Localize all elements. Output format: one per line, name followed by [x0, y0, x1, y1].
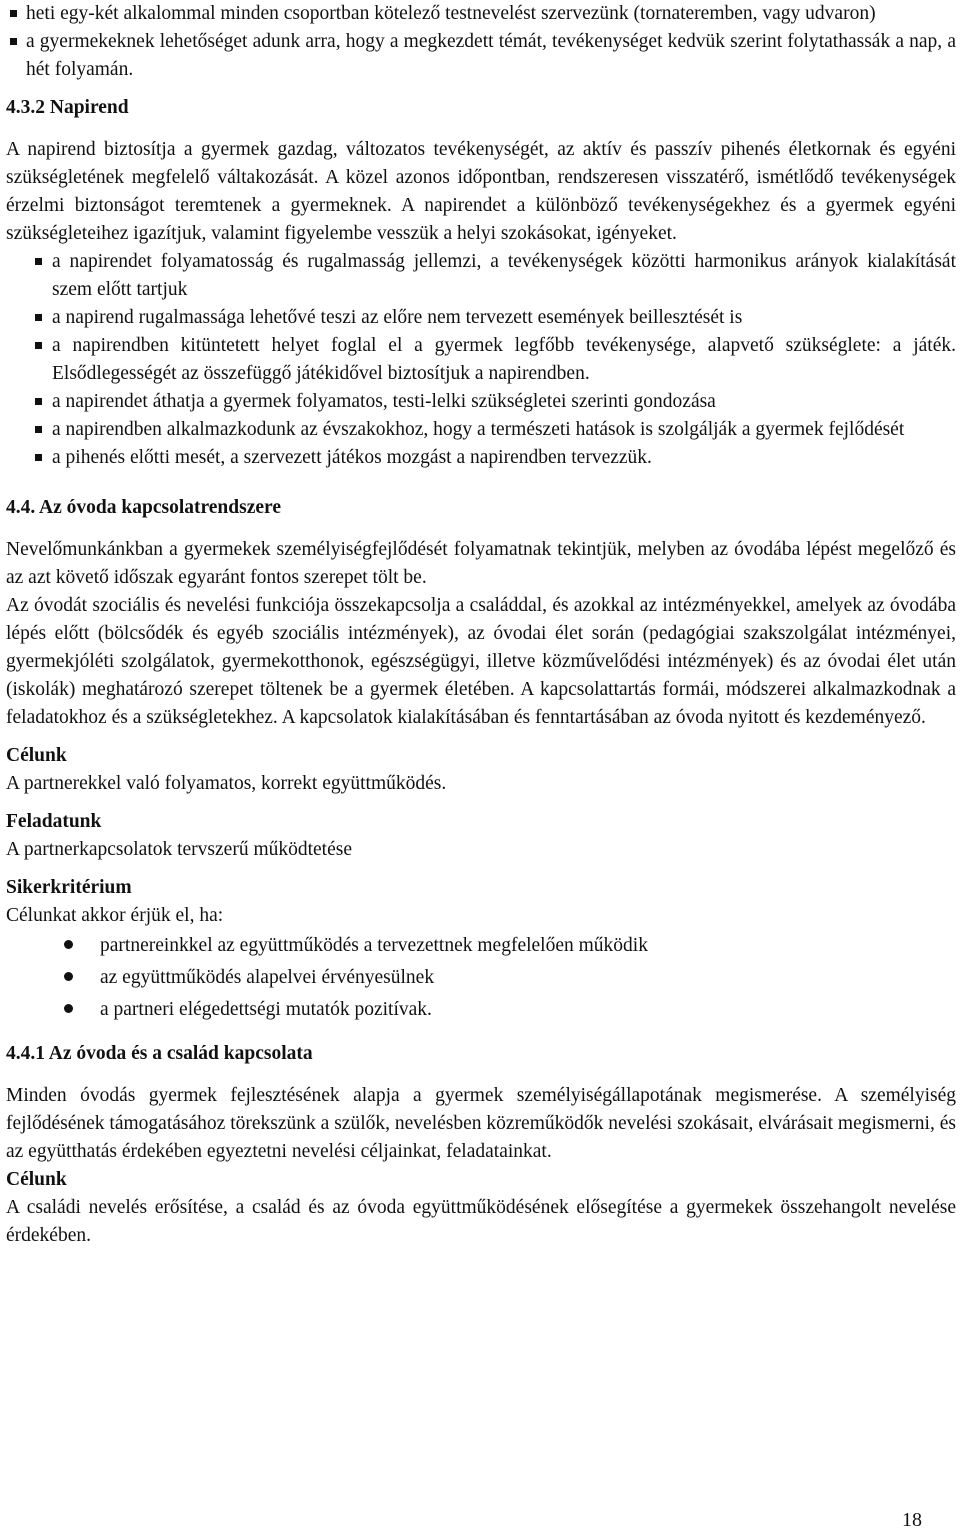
feladatunk-text: A partnerkapcsolatok tervszerű működtetése — [6, 839, 353, 860]
celunk-text-csalad: A családi nevelés erősítése, a család és az óvoda együttműködésének elősegítése a gyermekek összehangolt nevelése érdekében. — [6, 1197, 956, 1246]
criterion-item: az együttműködés alapelvei érvényesülnek — [6, 962, 956, 994]
criterion-item: partnereinkkel az együttműködés a tervezettnek megfelelően működik — [6, 930, 956, 962]
document-page — [6, 0, 956, 1250]
bullet-item: a pihenés előtti mesét, a szervezett játékos mozgást a napirendben tervezzük. — [6, 444, 956, 472]
napirend-paragraph: A napirend biztosítja a gyermek gazdag, változatos tevékenységét, az aktív és passzív pihenés életkornak és egyéni szükségletének megfelelő váltakozását. A közel azonos időpontban, rendszeresen visszatérő, ismétlődő tevékenységek érzelmi biztonságot teremtenek a gyermeknek. A napirendet a különböző tevékenységekhez és a gyermek egyéni szükségleteihez igazítjuk, valamint figyelembe vesszük a helyi szokásokat, igényeket. — [6, 139, 956, 244]
csalad-paragraph: Minden óvodás gyermek fejlesztésének alapja a gyermek személyiségállapotának megismerése. A személyiség fejlődésének támogatásához törekszünk a szülők, nevelésben közreműködők nevelési szokásait, elvárásait megismerni, és az együtthatás érdekében egyeztetni nevelési céljainkat, feladatainkat. — [6, 1085, 956, 1162]
bullet-item: a napirendet folyamatosság és rugalmasság jellemzi, a tevékenységek közötti harmonikus arányok kialakítását szem előtt tartjuk — [6, 248, 956, 304]
bullet-item: a napirendben alkalmazkodunk az évszakokhoz, hogy a természeti hatások is szolgálják a gyermek fejlődését — [6, 416, 956, 444]
section-heading-csalad: 4.4.1 Az óvoda és a család kapcsolata — [6, 1043, 313, 1064]
feladatunk-heading: Feladatunk — [6, 811, 102, 832]
celunk-heading-csalad: Célunk — [6, 1169, 67, 1190]
bullet-item: a napirendben kitüntetett helyet foglal el a gyermek legfőbb tevékenysége, alapvető szükséglete: a játék. Elsődlegességét az összefüggő játékidővel biztosítjuk a napirendben. — [6, 332, 956, 388]
bullet-item: heti egy-két alkalommal minden csoportban kötelező testnevelést szervezünk (tornateremben, vagy udvaron) — [6, 0, 956, 28]
bullet-item: a napirendet áthatja a gyermek folyamatos, testi-lelki szükségletei szerinti gondozása — [6, 388, 956, 416]
celunk-text: A partnerekkel való folyamatos, korrekt együttműködés. — [6, 773, 447, 794]
celunk-heading: Célunk — [6, 745, 67, 766]
page-number: 18 — [902, 1509, 922, 1531]
kapcsolat-paragraph-2: Az óvodát szociális és nevelési funkciója összekapcsolja a családdal, és azokkal az intézményekkel, amelyek az óvodába lépés előtt (bölcsődék és egyéb szociális intézmények), az óvodai élet során (pedagógiai szakszolgálat intézményei, gyermekjóléti szolgálatok, gyermekotthonok, egészségügyi, illetve közművelődési intézmények) és az óvodai élet után (iskolák) meghatározó szerepet töltenek be a gyermek életében. A kapcsolattartás formái, módszerei alkalmazkodnak a feladatokhoz és a szükségletekhez. A kapcsolatok kialakításában és fenntartásában az óvoda nyitott és kezdeményező. — [6, 595, 956, 728]
bullet-item: a napirend rugalmassága lehetővé teszi az előre nem tervezett események beillesztését is — [6, 304, 956, 332]
kapcsolat-paragraph-1: Nevelőmunkánkban a gyermekek személyiségfejlődését folyamatnak tekintjük, melyben az óvodába lépést megelőző és az azt követő időszak egyaránt fontos szerepet tölt be. — [6, 539, 956, 588]
section-heading-napirend: 4.3.2 Napirend — [6, 97, 129, 118]
criterion-item: a partneri elégedettségi mutatók pozitívak. — [6, 994, 956, 1026]
sikerkriterium-text: Célunkat akkor érjük el, ha: — [6, 905, 224, 926]
sikerkriterium-heading: Sikerkritérium — [6, 877, 132, 898]
bullet-item: a gyermekeknek lehetőséget adunk arra, hogy a megkezdett témát, tevékenységet kedvük szerint folytathassák a nap, a hét folyamán. — [6, 28, 956, 84]
section-heading-kapcsolatrendszer: 4.4. Az óvoda kapcsolatrendszere — [6, 497, 281, 518]
